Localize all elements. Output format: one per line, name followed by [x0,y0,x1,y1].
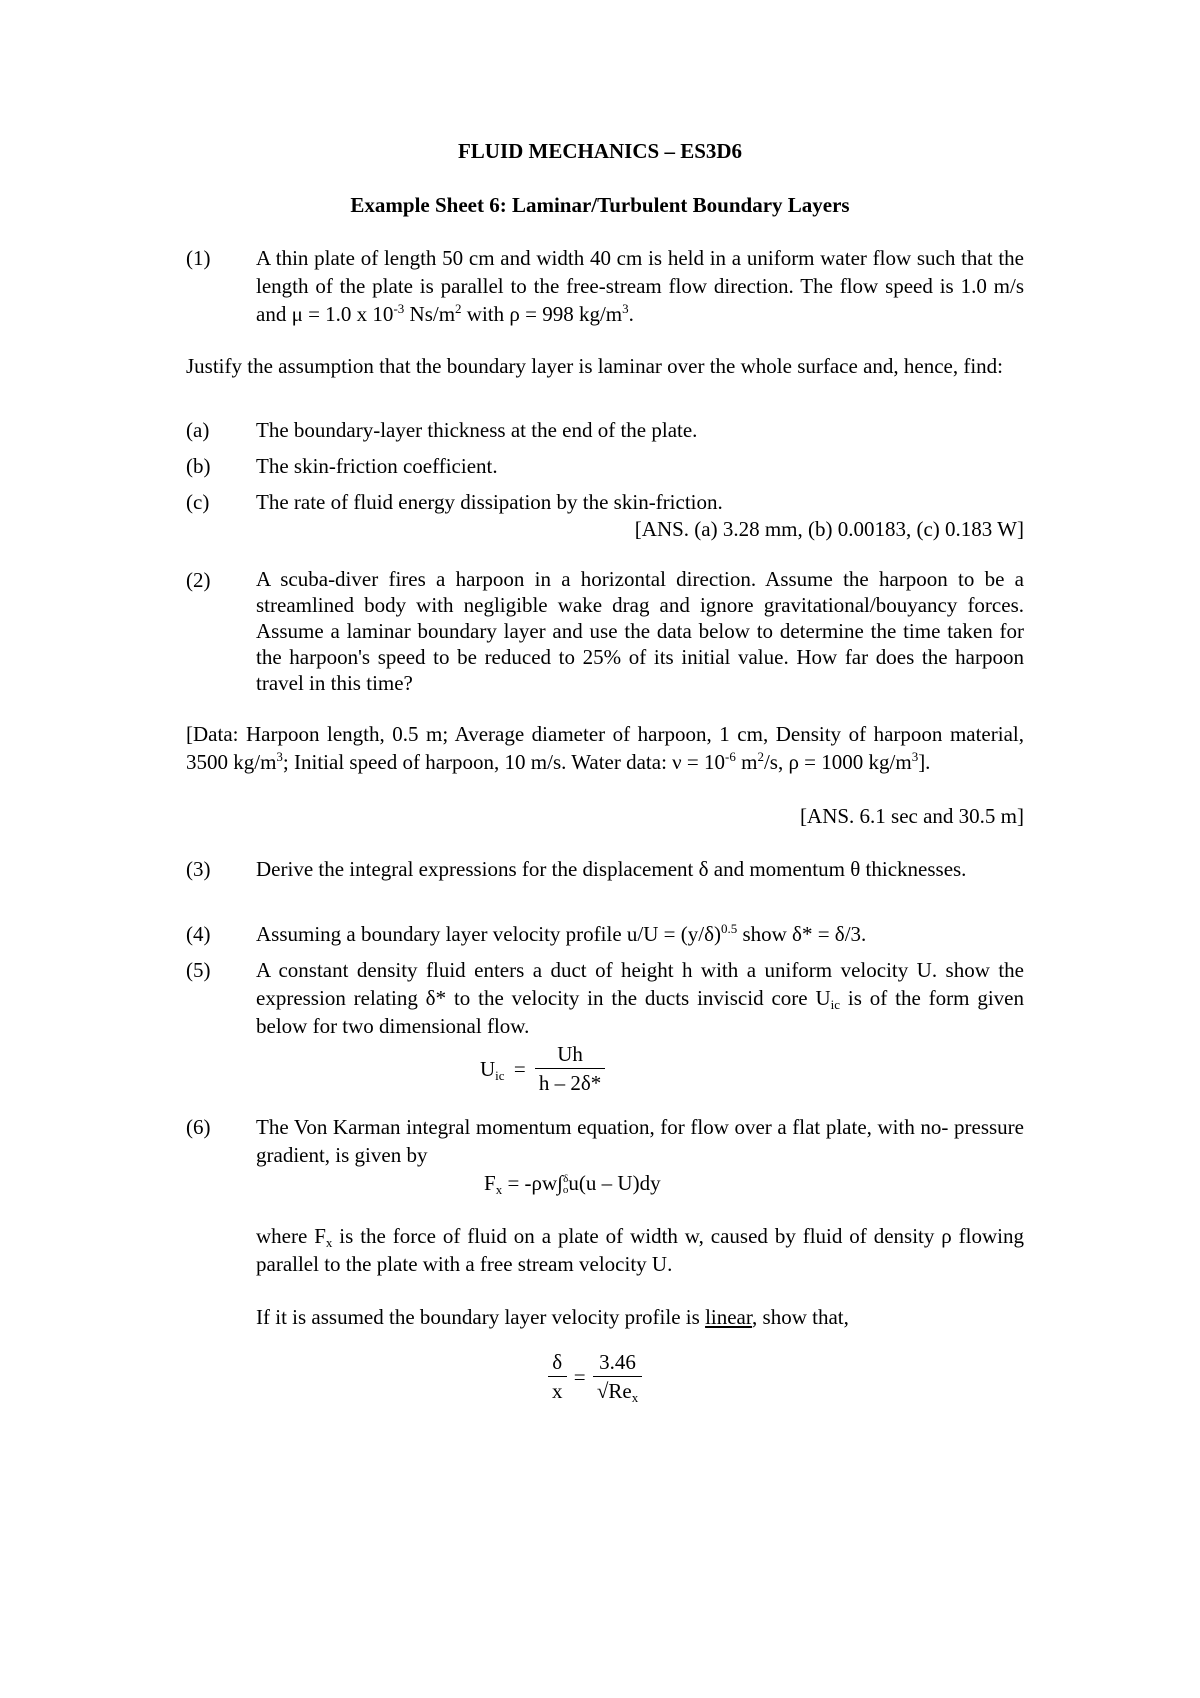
q6-equation: $F_x = -\rho w\int$ δ o u(u – U)dy [484,1171,661,1197]
q4-number: (4) [186,922,211,946]
q6-assume: If it is assumed the boundary layer velocity profile is linear, show that, [256,1305,849,1329]
q6-result-left-fraction: $\frac{\delta}{x}$ [548,1348,567,1406]
q1-part-a-text: The boundary-layer thickness at the end of the plate. [256,418,698,442]
q5-text: A constant density fluid enters a duct of height h with a uniform velocity U. show the expression relating δ* to the velocity in the ducts inviscid core $U_{ic}$ is of the form given below for two dimensional flow. [256,958,1024,1038]
q4-text: Assuming a boundary layer velocity profile $u/U = (y/\delta)^{0.5}$ show δ* = δ/3. [256,921,867,946]
q1-part-a-label: (a) [186,418,210,442]
q5-number: (5) [186,958,211,982]
q2-answer: [ANS. 6.1 sec and 30.5 m] [800,804,1024,828]
q5-fraction: $\frac{Uh}{h - 2\delta*}$ [535,1040,605,1098]
q3-text: Derive the integral expressions for the displacement δ and momentum θ thicknesses. [256,857,967,881]
q6-text: The Von Karman integral momentum equation, for flow over a flat plate, with no- pressure gradient, is given by [256,1115,1024,1167]
q1-part-c-label: (c) [186,490,210,514]
q1-justify: Justify the assumption that the boundary layer is laminar over the whole surface and, hence, find: [186,354,1004,378]
q6-result-equation: $\frac{\delta}{x}$ = $\frac{3.46}{√Re_x}$ [548,1348,642,1406]
q3-number: (3) [186,857,211,881]
q2-text: A scuba-diver fires a harpoon in a horizontal direction. Assume the harpoon to be a streamlined body with negligible wake drag and ignore gravitational/bouyancy forces. Assume a laminar boundary layer and use the data below to determine the time taken for the harpoon's speed to be reduced to 25% of its initial value. How far does the harpoon travel in this time? [256,567,1024,695]
q1-text: A thin plate of length 50 cm and width 40 cm is held in a uniform water flow such that the length of the plate is parallel to the free-stream flow direction. The flow speed is 1.0 m/s and μ = 1.0 x $10^{-3}$ $Ns/m^2$ with ρ = 998 $kg/m^3$. [256,246,1024,326]
q1-number: (1) [186,246,211,270]
q6-where: where $F_x$ is the force of fluid on a plate of width w, caused by fluid of density ρ flowing parallel to the plate with a free stream velocity U. [256,1224,1024,1276]
q1-part-c-text: The rate of fluid energy dissipation by the skin-friction. [256,490,723,514]
q1-part-b-text: The skin-friction coefficient. [256,454,498,478]
q6-number: (6) [186,1115,211,1139]
q6-result-right-fraction: $\frac{3.46}{√Re_x}$ [593,1348,642,1406]
sheet-title: Example Sheet 6: Laminar/Turbulent Boundary Layers [350,193,850,217]
q1-answer: [ANS. (a) 3.28 mm, (b) 0.00183, (c) 0.183 W] [634,517,1024,541]
q5-equation: $U_{ic}$ = $\frac{Uh}{h - 2\delta*}$ [480,1040,605,1098]
course-title: FLUID MECHANICS – ES3D6 [457,139,743,163]
q2-number: (2) [186,568,211,592]
q2-data: [Data: Harpoon length, 0.5 m; Average diameter of harpoon, 1 cm, Density of harpoon material, 3500 $kg/m^3$; Initial speed of harpoon, 10 m/s. Water data: $\nu = 10^{-6}$ $m^2/s$, ρ = 1000 $kg/m^3$]. [186,722,1024,774]
q1-part-b-label: (b) [186,454,211,478]
